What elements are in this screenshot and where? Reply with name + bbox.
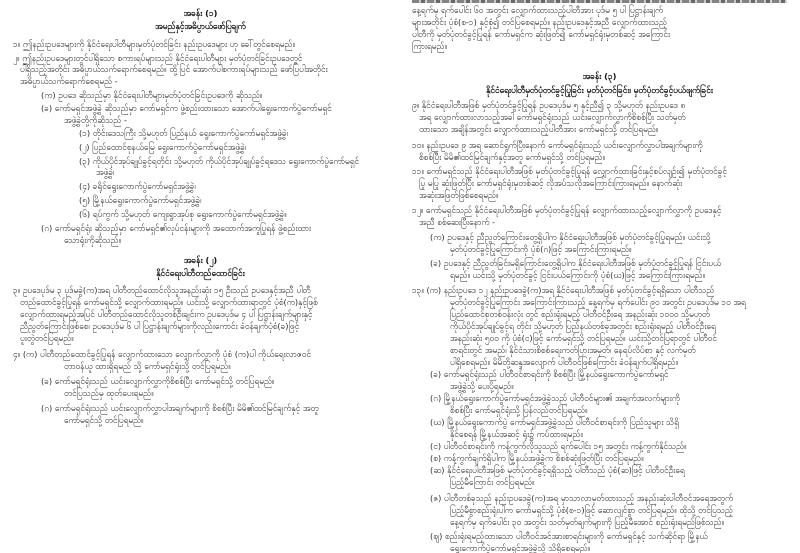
text-line: ၁၀။ နည်းဥပဒေ ၉ အရ ဆောင်ရွက်ပြီးနောက် ကော်မရှင်ရုံးသည် ယင်းလျှောက်လွှာပါအချက်များကို xyxy=(412,140,703,150)
text-line: ၁။ ဤနည်းဥပဒေများကို နိုင်ငံရေးပါတီများမှတ်ပုံတင်ခြင်း နည်းဥပဒေများ ဟု ခေါ်တွင်စေရမည်။ xyxy=(13,39,295,49)
text-line: (၆) ရပ်ကွက် သို့မဟုတ် ကျေးရွာအုပ်စု ရွေးကောက်ပွဲကော်မရှင်အဖွဲ့ခွဲ။ xyxy=(79,209,287,219)
text-line: မှတ်ပုံတင်ခွင့်ပြုကြောင်း အကြောင်းကြားသည့် နေ့ရက်မှ ရက်ပေါင်း ၉၀ အတွင်း ဥပဒေပုဒ်မ ၁၀ အရ xyxy=(450,297,746,307)
text-line: အနည်းဆုံး ၅၀၀ ကို ပုံစံ(င)ဖြင့် ကော်မရှင်သို့ တင်ပြရမည်။ ယင်းသို့တင်ပြရာတွင် ပါတီဝင် xyxy=(450,333,717,343)
text-line: ၂။ ဤနည်းဥပဒေများတွင်ပါရှိသော စကားရပ်များသည် နိုင်ငံရေးပါတီများ မှတ်ပုံတင်ခြင်းဥပဒေတွင် xyxy=(13,53,303,63)
section-heading: နိုင်ငံရေးပါတီမှတ်ပုံတင်ခွင့်ပြုခြင်း မှတ်ပုံတင်ခြင်း၊ မှတ်ပုံတင်ခွင့်ပယ်ဖျက်ခြင်း xyxy=(486,85,713,95)
right-column xyxy=(412,0,787,553)
top-scan-bar xyxy=(412,0,787,3)
text-line: ၄။ (က) ပါတီတည်ထောင်ခွင့်ပြုရန် လျှောက်ထားသော လျှောက်လွှာကို ပုံစံ (က)ပါ ကိုယ်ရေးလာဇဝင် xyxy=(13,349,312,359)
section-heading: နိုင်ငံရေးပါတီတည်ထောင်ခြင်း xyxy=(156,268,245,278)
text-line: တာဝန်ယူ ထားရှိရမည် သို့ ကော်မရှင်ရုံးသို့ တင်ပြရမည်။ xyxy=(64,361,231,371)
text-line: (ဂ) ကော်မရှင်ရုံး ဆိုသည်မှာ ကော်မရှင်၏လုပ်ငန်းများကို အထောက်အကူပြုရန် ဖွဲ့စည်းထား xyxy=(41,223,312,233)
text-line: လျှောက်ထားရမည့်အပြင် ပါတီတည်ထောင်လိုသူတစ်ဦးချင်းက ဥပဒေပုဒ်မ ၄ ပါ ပြဋ္ဌာန်းချက်များနှင့် xyxy=(20,309,313,319)
text-line: ပြည်ထောင်စုတစ်ဝန်းလုံး တွင် စည်းရုံးရမည့် ပါတီဝင်ဦးရေ အနည်းဆုံး ၁၀၀၀ သို့မဟုတ် xyxy=(450,309,711,319)
text-line: (က) ဥပဒေနှင့် ညီညွတ်ကြောင်းတွေ့ရှိပါက နိုင်ငံရေးပါတီအဖြစ် မှတ်ပုံတင်ခွင့်ပြုရမည်။ ယင်းသို့ xyxy=(430,232,711,242)
text-line: နိုင်စေရန် မြို့နယ်အဆင့် ရုံး၌ ကပ်ထားရမည်။ xyxy=(450,429,583,439)
text-line: မှတ်ပုံတင်ခွင့်ပြုကြောင်းကို ပုံစံ(ဂ)ဖြင့် အကြောင်းကြားရမည်။ xyxy=(450,244,632,254)
text-line: (ခ) ကော်မရှင်အဖွဲ့ခွဲ ဆိုသည်မှာ ကော်မရှင်က ဖွဲ့စည်းထားသော အောက်ပါရွေးကောက်ပွဲကော်မရှင် xyxy=(41,103,332,113)
text-line: ကိုယ်ပိုင်အုပ်ချုပ်ခွင့်ရ တိုင်း သို့မဟုတ် ပြည်နယ်တစ်ခုအတွင်း စည်းရုံးရမည့် ပါတီဝင်ဦးရေ xyxy=(450,321,716,331)
section-heading: အခန်း (၃) xyxy=(582,71,617,81)
text-line: ညီညွတ်ကြောင်းဖြစ်စေ၊ ဥပဒေပုဒ်မ ၆ ပါ ပြဋ္ဌာန်းချက်များကိုလည်းကောင်း ခံဝန်ချက်ပုံစံ(ခ)ဖြင့် xyxy=(20,321,300,331)
text-line: (ဂ) မြို့နယ်ရွေးကောက်ပွဲကော်မရှင်အဖွဲ့ခွဲသည် ပါတီဝင်များ၏ အချက်အလက်များကို xyxy=(430,393,680,403)
text-line: ၁၁။ ကော်မရှင်သည် နိုင်ငံရေးပါတီအဖြစ် မှတ်ပုံတင်ခွင့်ပြုရန် လျှောက်ထားခြင်းနှင့်စပ်လျဉ်း၍ မှတ်ပုံတင်ခွင့် xyxy=(412,166,727,176)
section-heading: အခန်း (၂) xyxy=(183,255,218,265)
text-line: အဓိပ္ပာယ်သက်ရောက်စေရမည် - xyxy=(20,76,118,86)
text-line: (ဇ) ပါတီတစ်ခုသည် နည်းဥပဒေခွဲ(က)အရ မှာသာလာမှတ်ထားသည့် အနည်းဆုံးပါတီဝင်အရေအတွက် xyxy=(430,493,734,503)
section-heading: အမည်နှင့်အဓိပ္ပာယ်ဖော်ပြချက် xyxy=(155,21,246,31)
text-line: (ဃ) မြို့နယ်ရွေးကောက်ပွဲ ကော်မရှင်အဖွဲ့ခွဲသည် ပါတီဝင်စာရင်းကို ပြည်သူများ သိရှိ xyxy=(430,417,679,427)
text-line: သောရုံးကိုဆိုသည်။ xyxy=(64,235,122,245)
text-line: (ဂ) ကော်မရှင်ရုံးသည် ယင်းလျှောက်လွှာပါအချက်များကို စိစစ်ပြီး မိမိ၏ထင်မြင်ချက်နှင့် အတူ xyxy=(41,403,319,413)
text-line: များအတိုင်း ပုံစံ(စ-၁) နှင့်စုံ၍ တင်ပြစေရမည်။ နည်းဥပဒေနှင့်အညီ လျှောက်ထားသည့် xyxy=(412,17,667,27)
text-line: အညီ စစ်ဆေးပြီးနောက် - xyxy=(419,217,496,227)
text-line: စိစစ်ပြီး မိမိ၏ထင်မြင်ချက်နှင့်အတူ ကော်မရှင်သို့ တင်ပြရမည်။ xyxy=(419,152,606,162)
text-line: ပါတီကို မှတ်ပုံတင်ခွင့်ပြုရန် ကော်မရှင်က ဆုံးဖြတ်၍ ကော်မရှင်ရုံးမှတစ်ဆင့် အကြောင်း xyxy=(412,29,671,39)
text-line: (င) ပါတီဝင်စာရင်းကို ကန့်ကွက်လိုသူသည် ရက်ပေါင်း ၁၅ အတွင်း ကန့်ကွက်နိုင်သည်။ xyxy=(430,441,687,451)
text-line: ၁၂။ ကော်မရှင်သည် နိုင်ငံရေးပါတီအဖြစ် မှတ်ပုံတင်ခွင့်ပြုရန် လျှောက်ထားသည့်လျှောက်လွှာကို ဥပဒေနှင့် xyxy=(412,205,722,215)
text-line: အဖွဲ့ခွဲသို့ ပေးပို့ရမည်။ xyxy=(450,381,514,391)
left-column xyxy=(13,0,388,550)
text-line: (၅) မြို့နယ်ရွေးကောက်ပွဲကော်မရှင်အဖွဲ့ခွဲ၊ xyxy=(79,195,202,205)
text-line: (ဆ) နိုင်ငံရေးပါတီအဖြစ် မှတ်ပုံတင်ခွင့်ရရှိသည့် ပါတီသည် ပုံစံ(ဆ)ဖြင့် ပါတီဝင်ဦးရေ xyxy=(430,465,685,475)
text-line: စာရင်းတွင် အမည်၊ နိုင်ငံသားစိစစ်ရေးကတ်ပြားအမှတ်၊ နေရပ်လိပ်စာ နှင့် လက်မှတ် xyxy=(450,345,696,355)
text-line: ၃။ ဥပဒေပုဒ်မ ၃ ပုဒ်မခွဲ(က)အရ ပါတီတည်ထောင်လိုသူအနည်းဆုံး ၁၅ ဦးသည် ဥပဒေနှင့်အညီ ပါတီ xyxy=(13,285,311,295)
text-line: နေ့ရက်မှ ရက်ပေါင်း ၆၀ အတွင်း လျှောက်ထားသည့်ပါတီအား ပုဒ်မ ၅ ပါ ပြဋ္ဌာန်းချက် xyxy=(412,5,664,15)
text-line: (ခ) ဥပဒေနှင့် ညီညွတ်ခြင်းမရှိကြောင်းတွေ့ရှိပါက နိုင်ငံရေးပါတီအဖြစ် မှတ်ပုံတင်ခွင့်ပြုရန် ငြင်းပယ် xyxy=(430,258,722,268)
text-line: ၉။ နိုင်ငံရေးပါတီအဖြစ် မှတ်ပုံတင်ခွင့်ပြုရန် ဥပဒေပုဒ်မ ၅ နှင့်ညီ၍ ၃ သို့မဟုတ် နည်းဥပဒေ ၈ xyxy=(412,100,686,110)
text-line: (၄) ခရိုင်ရွေးကောက်ပွဲကော်မရှင်အဖွဲ့ခွဲ၊ xyxy=(79,181,196,191)
text-line: ပူးတွဲတင်ပြရမည်။ xyxy=(20,333,74,343)
text-line: (ခ) ကော်မရှင်ရုံးသည် ယင်းလျှောက်လွှာကိုစိစစ်ပြီး ကော်မရှင်သို့ တင်ပြရမည်။ xyxy=(41,376,275,386)
text-line: (ဈ) စည်းရုံးရမည့်ထားသော ပါတီဝင်အင်အားစာရင်းများကို ကော်မရှင်နှင့် သက်ဆိုင်ရာ မြို့နယ် xyxy=(430,531,708,541)
text-line: ပြည့်မီကြောင်း တင်ပြရမည်။ xyxy=(450,477,535,487)
text-line: အဆုံးအဖြတ်ဖြစ်စေရမည်။ xyxy=(419,190,499,200)
text-line: အဖွဲ့ခွဲတို့ကိုဆိုသည် - xyxy=(64,115,127,125)
text-line: (၂) ပြည်ထောင်စုနယ်မြေ ရွေးကောက်ပွဲကော်မရှင်အဖွဲ့ခွဲ၊ xyxy=(79,142,247,152)
text-line: ပြည့်မီစွာစည်းရုံးပါက ကော်မရှင်သို့ ပုံစံ(စ-၁)ဖြင့် ဆောလျင်စွာ တင်ပြရမည်။ ထိုသို့ တင်ပြသည့် xyxy=(450,505,733,515)
text-line: ပါရှိသည့်အတိုင်း အဓိပ္ပာယ်သက်ရောက်စေရမည်။ ထို့ပြင် အောက်ပါစကားရပ်များသည် ဖော်ပြပါအတိုင်း xyxy=(20,64,328,74)
text-line: အရ လျှောက်ထားလာသည့်အခါ ကော်မရှင်ရုံးသည် ယင်းလျှောက်လွှာကိုစိစစ်ပြီး သတ်မှတ် xyxy=(419,112,686,122)
text-line: ကော်မရှင်သို့ တင်ပြရမည်။ xyxy=(64,415,144,425)
text-line: စိစစ်ပြီး ကော်မရှင်ရုံးသို့ ပြန်လည်တင်ပြရမည်။ xyxy=(450,405,588,415)
text-line: ကြားရမည်။ xyxy=(412,41,448,51)
text-line: အဖွဲ့ခွဲ၊ xyxy=(96,167,115,177)
text-line: (၃) ကိုယ်ပိုင်အုပ်ချုပ်ခွင့်ရတိုင်း သို့မဟုတ် ကိုယ်ပိုင်အုပ်ချုပ်ခွင့်ရဒေသ ရွေးကောက်ပွဲကော်မရှင် xyxy=(79,156,360,166)
section-heading: အခန်း (၁) xyxy=(183,8,218,18)
text-line: ပြု မပြု ဆုံးဖြတ်ပြီး ကော်မရှင်ရုံးမှတစ်ဆင့် လိုအပ်သလိုအကြောင်းကြားရမည်။ နောက်ဆုံး xyxy=(419,178,683,188)
text-line: တည်ထောင်ခွင့်ပြုရန် ကော်မရှင်သို့ လျှောက်ထားရမည်။ ယင်းသို့ လျှောက်ထားရာတွင် ပုံစံ(က)နှင့်ဖြစ် xyxy=(20,297,318,307)
text-line: (စ) ကန့်ကွက်ချက်ရှိပါက မြို့နယ်အဖွဲ့ခွဲက စိစစ်ဆုံးဖြတ်ပြီး တင်ပြရမည်။ xyxy=(430,453,644,463)
text-line: ထားသော အချိန်အတွင်း လျှောက်ထားသည့်ပါတီအား ကော်မရှင်သို့ တင်ပြရမည်။ xyxy=(419,124,659,134)
text-line: နေ့ရက်မှ ရက်ပေါင်း ၃၀ အတွင်း သတ်မှတ်ချက်များကို ပြည့်မီအောင် စည်းရုံးရမည်ဖြစ်သည်။ xyxy=(450,517,725,527)
text-line: ပါရှိစေရမည်။ မိမိတို့ဆန္ဒအလျောက် ပါတီဝင်ဖြစ်ကြောင်း ခံဝန်ချက်ပါရှိရမည်။ xyxy=(450,357,678,367)
text-line: တင်ပြသည်မှ ထုတ်ပေးရမည်။ xyxy=(64,388,154,398)
text-line: (ခ) ကော်မရှင်ရုံးသည် ပါတီဝင်စာရင်းကို စိစစ်ပြီး မြို့နယ်ရွေးကောက်ပွဲကော်မရှင် xyxy=(430,369,669,379)
text-line: ရမည်။ ယင်းသို့ မှတ်ပုံတင်ခွင့် ငြင်းပယ်ကြောင်းကို ပုံစံ(ဃ)ဖြင့် အကြောင်းကြားရမည်။ xyxy=(450,270,706,280)
text-line: (က) ဥပဒေ ဆိုသည်မှာ နိုင်ငံရေးပါတီများမှတ်ပုံတင်ခြင်းဥပဒေကို ဆိုသည်။ xyxy=(41,90,263,100)
text-line: ၁၃။ (က) နည်းဥပဒေ ၁၂ နည်းဥပဒေခွဲ(က)အရ နိုင်ငံရေးပါတီအဖြစ် မှတ်ပုံတင်ခွင့်ရရှိသော ပါတီသည် xyxy=(412,285,715,295)
text-line: ရွေးကောက်ပွဲကော်မရှင်အဖွဲ့ခွဲသို့ သိရှိစေရမည်။ xyxy=(450,543,591,553)
text-line: (၁) တိုင်းဒေသကြီး သို့မဟုတ် ပြည်နယ် ရွေးကောက်ပွဲကော်မရှင်အဖွဲ့ခွဲ၊ xyxy=(79,128,288,138)
